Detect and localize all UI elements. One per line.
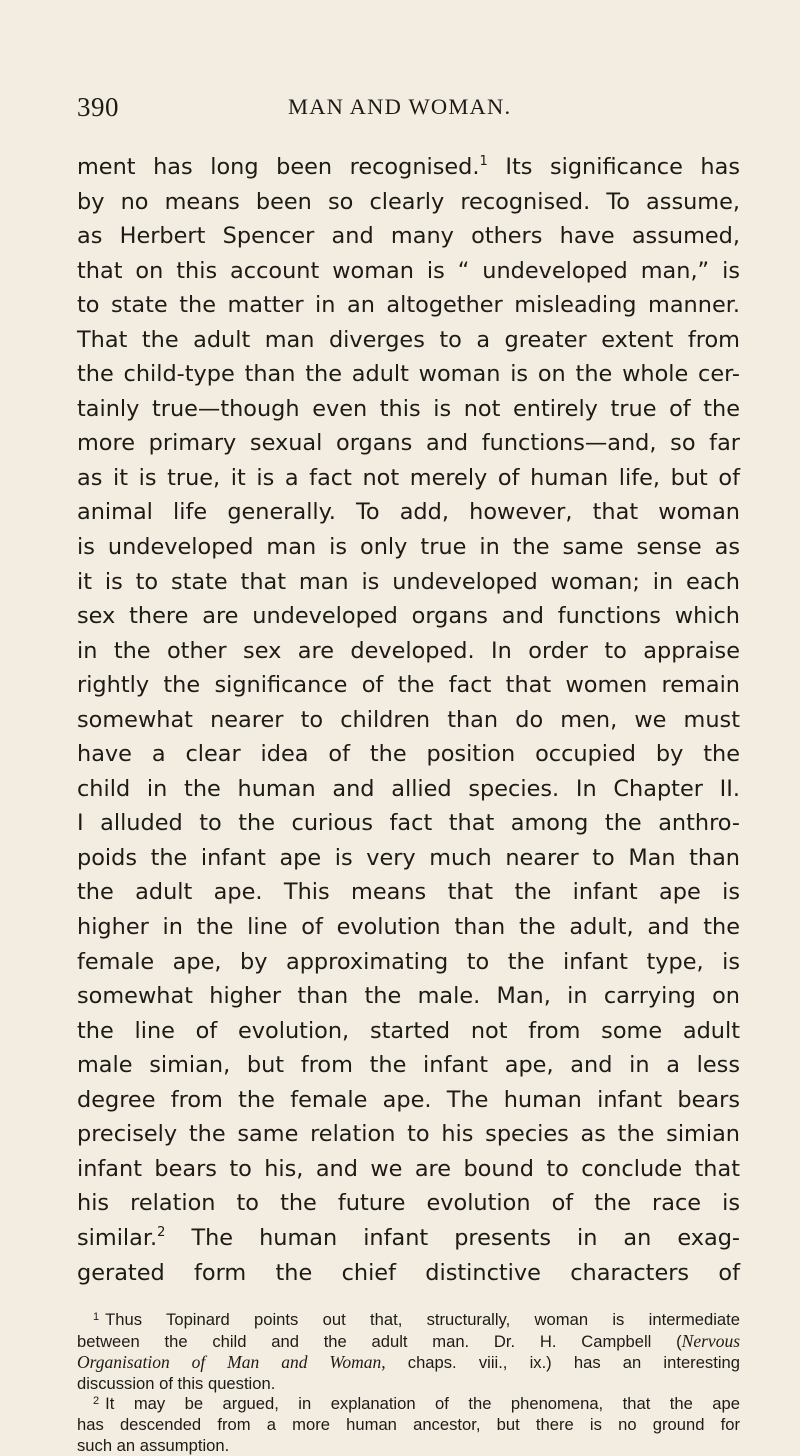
text-line: in the other sex are developed. In order to appraise xyxy=(77,637,740,664)
footnote-ref: 1 xyxy=(479,154,488,169)
footnote-line: between the child and the adult man. Dr. H. Campbell (Nervous xyxy=(77,1330,740,1351)
text-line: it is to state that man is undeveloped woman; in each xyxy=(77,568,740,595)
text-line: sex there are undeveloped organs and functions which xyxy=(77,603,740,630)
footnotes xyxy=(77,1310,740,1456)
text-line: precisely the same relation to his species as the simian xyxy=(77,1121,740,1148)
text-line: as it is true, it is a fact not merely of human life, but of xyxy=(77,464,740,491)
text-line: somewhat higher than the male. Man, in carrying on xyxy=(77,983,740,1010)
footnote-mark: 1 xyxy=(93,1311,100,1324)
footnote-line: Organisation of Man and Woman, chaps. viii., ix.) has an interesting xyxy=(77,1352,740,1373)
body-text xyxy=(77,150,740,1290)
footnote-line: discussion of this question. xyxy=(77,1373,276,1393)
text-line: the line of evolution, started not from some adult xyxy=(77,1017,740,1044)
footnote-2: $^2$ It may be argued, in explanation of the phenomena, that the ape xyxy=(93,1394,740,1414)
text-line: the adult ape. This means that the infant ape is xyxy=(77,879,740,906)
text-line: animal life generally. To add, however, that woman xyxy=(77,499,740,526)
text-line: as Herbert Spencer and many others have assumed, xyxy=(77,223,740,250)
text-line: somewhat nearer to children than do men, we must xyxy=(77,706,740,733)
book-page xyxy=(77,92,740,1456)
text-line: more primary sexual organs and functions—and, so far xyxy=(77,430,740,457)
running-head xyxy=(77,92,740,128)
text-line: to state the matter in an altogether misleading manner. xyxy=(77,292,740,319)
text-line: tainly true—though even this is not entirely true of the xyxy=(77,395,740,422)
footnote-1: $^1$ Thus Topinard points out that, structurally, woman is intermediate xyxy=(93,1310,740,1330)
text-line: poids the infant ape is very much nearer to Man than xyxy=(77,844,740,871)
text-line: his relation to the future evolution of the race is xyxy=(77,1190,740,1217)
text-line: female ape, by approximating to the infant type, is xyxy=(77,948,740,975)
footnote-ref: 2 xyxy=(157,1224,166,1240)
text-line: gerated form the chief distinctive characters of xyxy=(77,1259,740,1286)
text-line: is undeveloped man is only true in the same sense as xyxy=(77,534,740,561)
text-line: similar.$^2$ The human infant presents in an exag- xyxy=(77,1224,740,1251)
text-line: rightly the significance of the fact that women remain xyxy=(77,672,740,699)
text-line: I alluded to the curious fact that among the anthro- xyxy=(77,810,740,837)
text-line: ment has long been recognised.$^1$ Its significance has xyxy=(77,154,740,180)
footnote-italic: Nervous xyxy=(681,1330,740,1351)
text-line: That the adult man diverges to a greater extent from xyxy=(77,326,740,353)
footnote-italic: Organisation of Man and Woman, xyxy=(77,1352,386,1373)
text-line: higher in the line of evolution than the adult, and the xyxy=(77,914,740,941)
text-line: infant bears to his, and we are bound to conclude that xyxy=(77,1155,740,1182)
footnote-mark: 2 xyxy=(93,1395,100,1408)
text-line: male simian, but from the infant ape, and in a less xyxy=(77,1052,740,1079)
running-title: MAN AND WOMAN. xyxy=(288,94,512,119)
text-line: degree from the female ape. The human infant bears xyxy=(77,1086,740,1113)
text-line: the child-type than the adult woman is on the whole cer- xyxy=(77,361,740,388)
text-line: by no means been so clearly recognised. To assume, xyxy=(77,188,740,215)
text-line: have a clear idea of the position occupied by the xyxy=(77,741,740,768)
footnote-line: such an assumption. xyxy=(77,1435,230,1455)
text-line: child in the human and allied species. In Chapter II. xyxy=(77,775,740,802)
footnote-line: has descended from a more human ancestor, but there is no ground for xyxy=(77,1415,740,1435)
page-number: 390 xyxy=(77,92,119,122)
text-line: that on this account woman is “ undeveloped man,” is xyxy=(77,257,740,284)
